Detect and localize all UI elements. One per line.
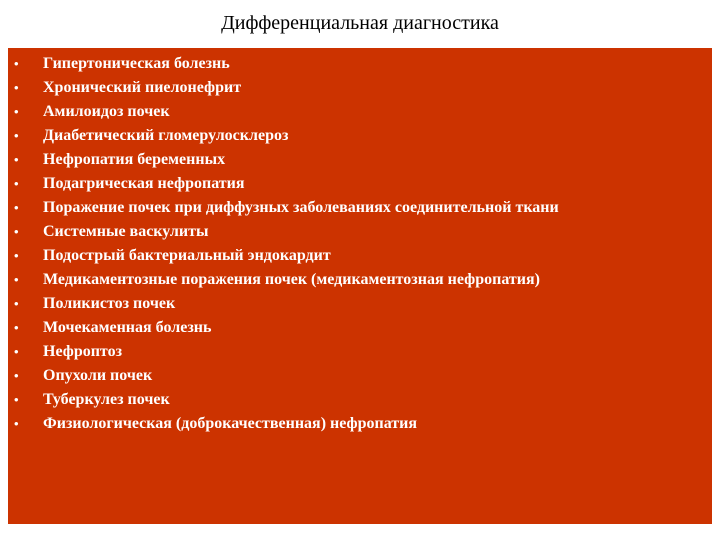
bullet-icon: • xyxy=(14,296,19,311)
list-item xyxy=(8,340,712,364)
bullet-icon: • xyxy=(14,248,19,263)
bullet-icon: • xyxy=(14,104,19,119)
list-item-text: Нефропатия беременных xyxy=(43,151,226,168)
bullet-icon: • xyxy=(14,152,19,167)
bullet-icon: • xyxy=(14,416,19,431)
list-item xyxy=(8,52,712,76)
list-item-text: Поликистоз почек xyxy=(43,295,176,312)
bullet-icon: • xyxy=(14,320,19,335)
list-item xyxy=(8,220,712,244)
list-item-text: Медикаментозные поражения почек (медикаментозная нефропатия) xyxy=(43,271,540,288)
list-item-text: Нефроптоз xyxy=(43,343,123,360)
list-item-text: Подострый бактериальный эндокардит xyxy=(43,247,331,264)
list-item xyxy=(8,364,712,388)
slide-title: Дифференциальная диагностика xyxy=(221,12,499,34)
list-item xyxy=(8,268,712,292)
list-item xyxy=(8,292,712,316)
list-item xyxy=(8,124,712,148)
list-item-text: Хронический пиелонефрит xyxy=(43,79,242,96)
list-item-text: Амилоидоз почек xyxy=(43,103,170,120)
bullet-icon: • xyxy=(14,128,19,143)
list-item-text: Мочекаменная болезнь xyxy=(43,319,212,336)
list-item xyxy=(8,316,712,340)
list-item xyxy=(8,76,712,100)
list-item xyxy=(8,172,712,196)
list-item-text: Туберкулез почек xyxy=(43,391,170,408)
content-panel xyxy=(8,48,712,524)
list-item-text: Гипертоническая болезнь xyxy=(43,55,230,72)
list-item-text: Поражение почек при диффузных заболеваниях соединительной ткани xyxy=(43,199,559,216)
bullet-icon: • xyxy=(14,80,19,95)
list-item xyxy=(8,244,712,268)
list-item xyxy=(8,196,712,220)
list-item xyxy=(8,148,712,172)
bullet-icon: • xyxy=(14,224,19,239)
bullet-icon: • xyxy=(14,272,19,287)
bullet-icon: • xyxy=(14,176,19,191)
list-item xyxy=(8,388,712,412)
list-item xyxy=(8,100,712,124)
bullet-icon: • xyxy=(14,56,19,71)
diagnosis-list xyxy=(8,48,712,436)
list-item-text: Системные васкулиты xyxy=(43,223,209,240)
list-item-text: Диабетический гломерулосклероз xyxy=(43,127,289,144)
list-item-text: Подагрическая нефропатия xyxy=(43,175,245,192)
list-item xyxy=(8,412,712,436)
bullet-icon: • xyxy=(14,368,19,383)
bullet-icon: • xyxy=(14,200,19,215)
bullet-icon: • xyxy=(14,344,19,359)
bullet-icon: • xyxy=(14,392,19,407)
list-item-text: Опухоли почек xyxy=(43,367,153,384)
list-item-text: Физиологическая (доброкачественная) нефропатия xyxy=(43,415,418,432)
